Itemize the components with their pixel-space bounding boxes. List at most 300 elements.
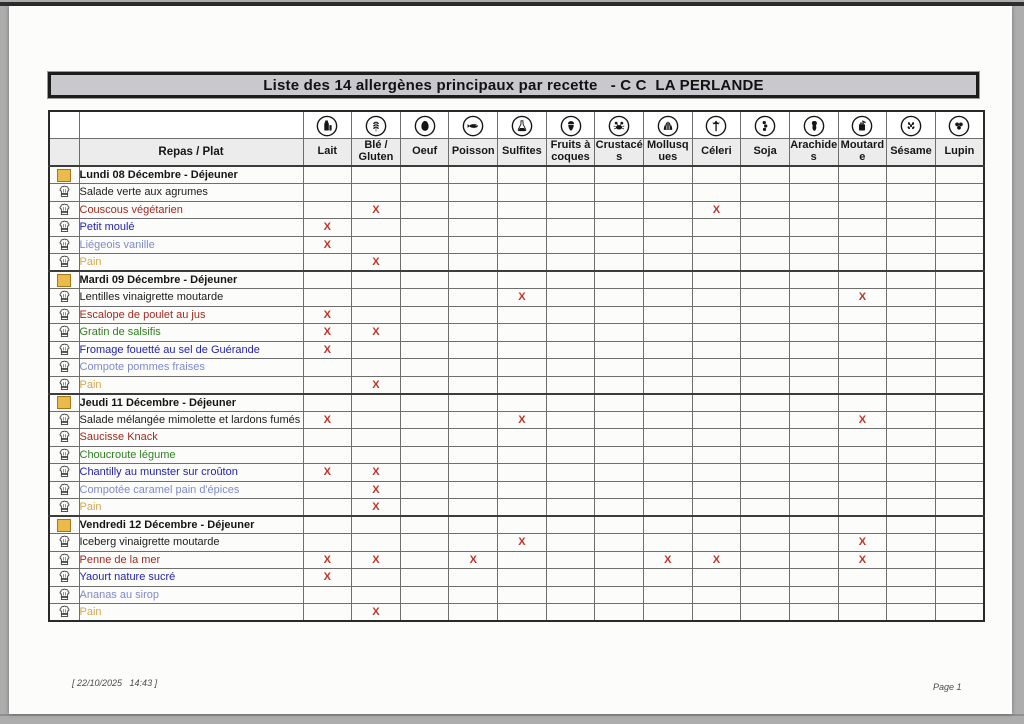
empty-cell bbox=[449, 481, 498, 499]
allergen-column-header: Sésame bbox=[887, 138, 936, 166]
empty-cell bbox=[352, 359, 401, 377]
empty-cell bbox=[352, 534, 401, 552]
empty-cell bbox=[449, 586, 498, 604]
empty-cell bbox=[838, 201, 887, 219]
allergen-mark: X bbox=[838, 551, 887, 569]
empty-cell bbox=[449, 569, 498, 587]
empty-cell bbox=[498, 569, 547, 587]
empty-cell bbox=[789, 201, 838, 219]
allergen-column-header: Mollusques bbox=[643, 138, 692, 166]
empty-cell bbox=[498, 604, 547, 622]
empty-cell bbox=[400, 446, 449, 464]
dish-name: Salade mélangée mimolette et lardons fumés bbox=[79, 411, 303, 429]
empty-cell bbox=[789, 481, 838, 499]
chef-hat-icon bbox=[49, 534, 79, 552]
empty-cell bbox=[838, 569, 887, 587]
allergen-mark: X bbox=[449, 551, 498, 569]
dish-row bbox=[49, 184, 984, 202]
empty-cell bbox=[935, 481, 984, 499]
dish-name: Pain bbox=[79, 254, 303, 272]
empty-cell bbox=[595, 569, 644, 587]
empty-cell bbox=[352, 411, 401, 429]
day-row bbox=[49, 394, 984, 412]
crab-icon bbox=[595, 111, 644, 138]
empty-cell bbox=[838, 359, 887, 377]
empty-cell bbox=[692, 534, 741, 552]
empty-cell bbox=[303, 499, 352, 517]
dish-row bbox=[49, 254, 984, 272]
empty-cell bbox=[643, 236, 692, 254]
allergen-mark: X bbox=[692, 201, 741, 219]
chef-hat-icon bbox=[49, 411, 79, 429]
empty-cell bbox=[400, 359, 449, 377]
empty-cell bbox=[546, 271, 595, 289]
empty-cell bbox=[935, 236, 984, 254]
empty-cell bbox=[643, 289, 692, 307]
empty-cell bbox=[692, 306, 741, 324]
empty-cell bbox=[887, 586, 936, 604]
allergen-mark: X bbox=[303, 464, 352, 482]
empty-cell bbox=[400, 464, 449, 482]
empty-cell bbox=[595, 306, 644, 324]
allergen-mark: X bbox=[303, 551, 352, 569]
table-body bbox=[49, 166, 984, 621]
empty-cell bbox=[643, 446, 692, 464]
empty-cell bbox=[595, 464, 644, 482]
empty-cell bbox=[643, 219, 692, 237]
empty-cell bbox=[352, 184, 401, 202]
dish-row bbox=[49, 201, 984, 219]
day-marker-icon bbox=[49, 271, 79, 289]
empty-cell bbox=[400, 499, 449, 517]
empty-cell bbox=[838, 166, 887, 184]
empty-cell bbox=[789, 464, 838, 482]
empty-cell bbox=[741, 236, 790, 254]
empty-cell bbox=[546, 394, 595, 412]
empty-cell bbox=[838, 184, 887, 202]
chef-hat-icon bbox=[49, 219, 79, 237]
empty-cell bbox=[741, 569, 790, 587]
empty-cell bbox=[498, 306, 547, 324]
empty-cell bbox=[935, 499, 984, 517]
empty-cell bbox=[303, 271, 352, 289]
empty-cell bbox=[498, 341, 547, 359]
empty-cell bbox=[546, 446, 595, 464]
empty-cell bbox=[352, 341, 401, 359]
empty-cell bbox=[449, 254, 498, 272]
dish-row bbox=[49, 534, 984, 552]
allergen-column-header: Arachides bbox=[789, 138, 838, 166]
empty-cell bbox=[741, 184, 790, 202]
empty-cell bbox=[352, 569, 401, 587]
empty-cell bbox=[838, 394, 887, 412]
empty-cell bbox=[546, 289, 595, 307]
empty-cell bbox=[643, 166, 692, 184]
empty-cell bbox=[692, 604, 741, 622]
empty-cell bbox=[595, 219, 644, 237]
empty-cell bbox=[352, 166, 401, 184]
dish-name: Yaourt nature sucré bbox=[79, 569, 303, 587]
allergen-mark: X bbox=[303, 236, 352, 254]
empty-cell bbox=[400, 341, 449, 359]
allergen-column-header: Lait bbox=[303, 138, 352, 166]
chef-hat-icon bbox=[49, 289, 79, 307]
empty-cell bbox=[303, 359, 352, 377]
empty-cell bbox=[789, 586, 838, 604]
dish-row bbox=[49, 359, 984, 377]
empty-cell bbox=[887, 306, 936, 324]
empty-cell bbox=[887, 271, 936, 289]
day-marker-icon bbox=[49, 166, 79, 184]
empty-cell bbox=[692, 446, 741, 464]
empty-cell bbox=[498, 324, 547, 342]
empty-cell bbox=[838, 341, 887, 359]
dish-row bbox=[49, 411, 984, 429]
dish-row bbox=[49, 429, 984, 447]
dish-name: Pain bbox=[79, 499, 303, 517]
allergen-mark: X bbox=[303, 324, 352, 342]
empty-cell bbox=[643, 534, 692, 552]
empty-cell bbox=[692, 429, 741, 447]
day-row bbox=[49, 516, 984, 534]
allergen-mark: X bbox=[352, 551, 401, 569]
empty-cell bbox=[887, 446, 936, 464]
empty-cell bbox=[303, 201, 352, 219]
empty-cell bbox=[546, 324, 595, 342]
empty-cell bbox=[935, 254, 984, 272]
chef-hat-icon bbox=[49, 376, 79, 394]
empty-cell bbox=[692, 271, 741, 289]
empty-cell bbox=[741, 271, 790, 289]
chef-hat-icon bbox=[49, 604, 79, 622]
empty-cell bbox=[935, 604, 984, 622]
empty-cell bbox=[595, 429, 644, 447]
empty-cell bbox=[449, 394, 498, 412]
empty-cell bbox=[692, 166, 741, 184]
dish-row bbox=[49, 481, 984, 499]
empty-cell bbox=[935, 394, 984, 412]
empty-cell bbox=[400, 569, 449, 587]
empty-cell bbox=[498, 499, 547, 517]
empty-cell bbox=[498, 184, 547, 202]
empty-cell bbox=[741, 376, 790, 394]
empty-cell bbox=[935, 341, 984, 359]
empty-cell bbox=[595, 341, 644, 359]
empty-cell bbox=[692, 569, 741, 587]
empty-cell bbox=[741, 604, 790, 622]
dish-row bbox=[49, 464, 984, 482]
dish-row bbox=[49, 586, 984, 604]
chef-hat-icon bbox=[49, 306, 79, 324]
allergen-mark: X bbox=[352, 464, 401, 482]
empty-cell bbox=[595, 376, 644, 394]
empty-cell bbox=[935, 201, 984, 219]
empty-cell bbox=[789, 604, 838, 622]
empty-cell bbox=[498, 376, 547, 394]
empty-cell bbox=[352, 429, 401, 447]
empty-cell bbox=[643, 271, 692, 289]
dish-name: Chantilly au munster sur croûton bbox=[79, 464, 303, 482]
empty-cell bbox=[741, 429, 790, 447]
dish-name: Penne de la mer bbox=[79, 551, 303, 569]
allergen-mark: X bbox=[498, 534, 547, 552]
empty-cell bbox=[400, 306, 449, 324]
empty-cell bbox=[352, 446, 401, 464]
day-marker-icon bbox=[49, 394, 79, 412]
dish-name: Ananas au sirop bbox=[79, 586, 303, 604]
allergen-column-header: Céleri bbox=[692, 138, 741, 166]
empty-cell bbox=[400, 236, 449, 254]
empty-cell bbox=[595, 394, 644, 412]
scan-bottom-edge bbox=[0, 714, 1024, 716]
empty-cell bbox=[595, 411, 644, 429]
chef-hat-icon bbox=[49, 499, 79, 517]
empty-cell bbox=[838, 306, 887, 324]
empty-cell bbox=[887, 429, 936, 447]
empty-cell bbox=[303, 254, 352, 272]
empty-cell bbox=[789, 306, 838, 324]
empty-cell bbox=[692, 254, 741, 272]
empty-cell bbox=[546, 411, 595, 429]
chef-hat-icon bbox=[49, 464, 79, 482]
empty-cell bbox=[400, 586, 449, 604]
empty-cell bbox=[595, 236, 644, 254]
empty-cell bbox=[741, 516, 790, 534]
empty-cell bbox=[741, 551, 790, 569]
dish-row bbox=[49, 219, 984, 237]
dish-row bbox=[49, 324, 984, 342]
empty-cell bbox=[498, 464, 547, 482]
empty-cell bbox=[789, 411, 838, 429]
chef-hat-icon bbox=[49, 429, 79, 447]
empty-cell bbox=[546, 236, 595, 254]
chef-hat-icon bbox=[49, 569, 79, 587]
empty-cell bbox=[352, 516, 401, 534]
empty-cell bbox=[838, 586, 887, 604]
dish-name: Salade verte aux agrumes bbox=[79, 184, 303, 202]
empty-cell bbox=[303, 604, 352, 622]
chef-hat-icon bbox=[49, 341, 79, 359]
empty-cell bbox=[498, 359, 547, 377]
peanut-icon bbox=[789, 111, 838, 138]
dish-row bbox=[49, 499, 984, 517]
empty-cell bbox=[887, 254, 936, 272]
empty-cell bbox=[887, 394, 936, 412]
empty-cell bbox=[498, 271, 547, 289]
allergen-mark: X bbox=[352, 201, 401, 219]
allergen-column-header: Poisson bbox=[449, 138, 498, 166]
empty-cell bbox=[789, 341, 838, 359]
empty-cell bbox=[498, 166, 547, 184]
empty-cell bbox=[741, 411, 790, 429]
dish-name: Compotée caramel pain d'épices bbox=[79, 481, 303, 499]
empty-cell bbox=[303, 166, 352, 184]
empty-cell bbox=[741, 289, 790, 307]
empty-cell bbox=[449, 534, 498, 552]
day-header-label: Mardi 09 Décembre - Déjeuner bbox=[79, 271, 303, 289]
document-page bbox=[9, 6, 1012, 714]
empty-cell bbox=[595, 499, 644, 517]
empty-cell bbox=[643, 254, 692, 272]
empty-cell bbox=[400, 254, 449, 272]
day-header-label: Jeudi 11 Décembre - Déjeuner bbox=[79, 394, 303, 412]
allergen-mark: X bbox=[692, 551, 741, 569]
empty-cell bbox=[546, 376, 595, 394]
empty-cell bbox=[400, 219, 449, 237]
chef-hat-icon bbox=[49, 481, 79, 499]
empty-cell bbox=[789, 499, 838, 517]
empty-cell bbox=[741, 201, 790, 219]
empty-cell bbox=[303, 376, 352, 394]
empty-cell bbox=[692, 394, 741, 412]
page-title: Liste des 14 allergènes principaux par recette - C C LA PERLANDE bbox=[263, 76, 764, 94]
empty-cell bbox=[498, 481, 547, 499]
empty-cell bbox=[498, 516, 547, 534]
day-marker-icon bbox=[49, 516, 79, 534]
empty-cell bbox=[935, 306, 984, 324]
empty-cell bbox=[643, 341, 692, 359]
empty-cell bbox=[887, 569, 936, 587]
empty-cell bbox=[741, 341, 790, 359]
empty-cell bbox=[449, 324, 498, 342]
empty-cell bbox=[692, 481, 741, 499]
empty-cell bbox=[741, 306, 790, 324]
empty-cell bbox=[643, 411, 692, 429]
empty-cell bbox=[352, 394, 401, 412]
milk-icon bbox=[303, 111, 352, 138]
empty-cell bbox=[449, 219, 498, 237]
dish-name: Choucroute légume bbox=[79, 446, 303, 464]
empty-cell bbox=[546, 429, 595, 447]
allergen-mark: X bbox=[352, 604, 401, 622]
empty-cell bbox=[546, 604, 595, 622]
empty-cell bbox=[303, 289, 352, 307]
day-row bbox=[49, 166, 984, 184]
empty-cell bbox=[546, 586, 595, 604]
dish-name: Gratin de salsifis bbox=[79, 324, 303, 342]
empty-cell bbox=[303, 534, 352, 552]
chef-hat-icon bbox=[49, 184, 79, 202]
empty-cell bbox=[595, 201, 644, 219]
table-header bbox=[49, 111, 984, 166]
allergen-column-header: Crustacés bbox=[595, 138, 644, 166]
dish-name: Pain bbox=[79, 604, 303, 622]
empty-cell bbox=[449, 516, 498, 534]
empty-cell bbox=[546, 166, 595, 184]
dish-name: Couscous végétarien bbox=[79, 201, 303, 219]
allergen-mark: X bbox=[303, 219, 352, 237]
empty-cell bbox=[789, 289, 838, 307]
empty-cell bbox=[643, 464, 692, 482]
empty-cell bbox=[789, 551, 838, 569]
empty-cell bbox=[887, 236, 936, 254]
empty-cell bbox=[352, 586, 401, 604]
empty-cell bbox=[887, 166, 936, 184]
empty-cell bbox=[935, 166, 984, 184]
empty-cell bbox=[838, 376, 887, 394]
empty-cell bbox=[449, 166, 498, 184]
empty-cell bbox=[887, 289, 936, 307]
empty-cell bbox=[838, 464, 887, 482]
empty-cell bbox=[595, 254, 644, 272]
dish-row bbox=[49, 289, 984, 307]
day-header-label: Vendredi 12 Décembre - Déjeuner bbox=[79, 516, 303, 534]
empty-cell bbox=[741, 254, 790, 272]
dish-name: Lentilles vinaigrette moutarde bbox=[79, 289, 303, 307]
chef-hat-icon bbox=[49, 446, 79, 464]
empty-cell bbox=[546, 219, 595, 237]
wheat-icon bbox=[352, 111, 401, 138]
empty-cell bbox=[692, 376, 741, 394]
empty-cell bbox=[789, 394, 838, 412]
dish-row bbox=[49, 376, 984, 394]
mustard-icon bbox=[838, 111, 887, 138]
empty-cell bbox=[741, 324, 790, 342]
empty-cell bbox=[887, 324, 936, 342]
empty-cell bbox=[352, 306, 401, 324]
empty-cell bbox=[838, 254, 887, 272]
sesame-icon bbox=[887, 111, 936, 138]
empty-cell bbox=[789, 516, 838, 534]
chef-hat-icon bbox=[49, 586, 79, 604]
empty-cell bbox=[935, 184, 984, 202]
empty-cell bbox=[546, 184, 595, 202]
fish-icon bbox=[449, 111, 498, 138]
empty-cell bbox=[935, 569, 984, 587]
empty-cell bbox=[498, 586, 547, 604]
empty-cell bbox=[838, 481, 887, 499]
empty-cell bbox=[935, 219, 984, 237]
empty-cell bbox=[887, 534, 936, 552]
empty-cell bbox=[546, 464, 595, 482]
dish-row bbox=[49, 341, 984, 359]
day-header-label: Lundi 08 Décembre - Déjeuner bbox=[79, 166, 303, 184]
empty-cell bbox=[935, 411, 984, 429]
empty-cell bbox=[643, 201, 692, 219]
allergen-column-header: Moutarde bbox=[838, 138, 887, 166]
empty-cell bbox=[400, 411, 449, 429]
empty-cell bbox=[935, 429, 984, 447]
empty-cell bbox=[741, 219, 790, 237]
empty-cell bbox=[887, 604, 936, 622]
empty-cell bbox=[546, 306, 595, 324]
empty-cell bbox=[498, 394, 547, 412]
empty-cell bbox=[352, 236, 401, 254]
empty-cell bbox=[887, 481, 936, 499]
chef-hat-icon bbox=[49, 551, 79, 569]
empty-cell bbox=[741, 464, 790, 482]
empty-cell bbox=[400, 324, 449, 342]
allergen-mark: X bbox=[643, 551, 692, 569]
empty-cell bbox=[400, 516, 449, 534]
dish-name: Compote pommes fraises bbox=[79, 359, 303, 377]
empty-cell bbox=[449, 236, 498, 254]
empty-cell bbox=[546, 551, 595, 569]
empty-cell bbox=[449, 446, 498, 464]
empty-cell bbox=[887, 359, 936, 377]
empty-cell bbox=[935, 324, 984, 342]
allergen-column-header: Oeuf bbox=[400, 138, 449, 166]
empty-cell bbox=[887, 411, 936, 429]
empty-cell bbox=[887, 499, 936, 517]
empty-cell bbox=[546, 534, 595, 552]
empty-cell bbox=[838, 516, 887, 534]
empty-cell bbox=[546, 201, 595, 219]
empty-cell bbox=[838, 236, 887, 254]
dish-row bbox=[49, 604, 984, 622]
empty-cell bbox=[838, 271, 887, 289]
empty-cell bbox=[595, 271, 644, 289]
